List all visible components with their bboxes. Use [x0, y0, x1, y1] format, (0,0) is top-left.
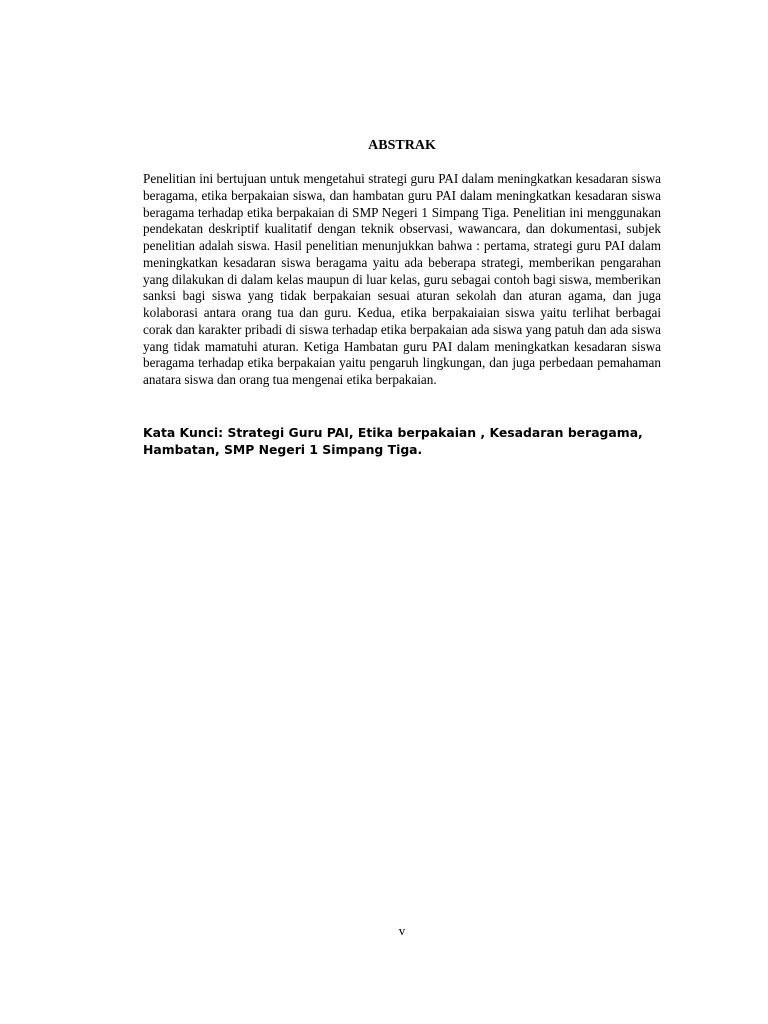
abstract-paragraph: Penelitian ini bertujuan untuk mengetahui strategi guru PAI dalam meningkatkan kesadaran siswa beragama, etika berpakaian siswa, dan hambatan guru PAI dalam meningkatkan kesadaran siswa beragama terhadap etika berpakaian di SMP Negeri 1 Simpang Tiga. Penelitian ini menggunakan pendekatan deskriptif kualitatif dengan teknik observasi, wawancara, dan dokumentasi, subjek penelitian adalah siswa. Hasil penelitian menunjukkan bahwa : pertama, strategi guru PAI dalam meningkatkan kesadaran siswa beragama yaitu ada beberapa strategi, memberikan pengarahan yang dilakukan di dalam kelas maupun di luar kelas, guru sebagai contoh bagi siswa, memberikan sanksi bagi siswa yang tidak berpakaian sesuai aturan sekolah dan aturan agama, dan juga kolaborasi antara orang tua dan guru. Kedua, etika berpakaiaian siswa yaitu terlihat berbagai corak dan karakter pribadi di siswa terhadap etika berpakaian ada siswa yang patuh dan ada siswa yang tidak mamatuhi aturan. Ketiga Hambatan guru PAI dalam meningkatkan kesadaran siswa beragama terhadap etika berpakaian yaitu pengaruh lingkungan, dan juga perbedaan pemahaman anatara siswa dan orang tua mengenai etika berpakaian. [143, 171, 661, 387]
abstract-body [143, 171, 661, 389]
page-number: v [398, 923, 406, 938]
keywords-line: Kata Kunci: Strategi Guru PAI, Etika berpakaian , Kesadaran beragama, Hambatan, SMP Negeri 1 Simpang Tiga. [143, 425, 643, 457]
abstract-title: ABSTRAK [368, 138, 436, 153]
